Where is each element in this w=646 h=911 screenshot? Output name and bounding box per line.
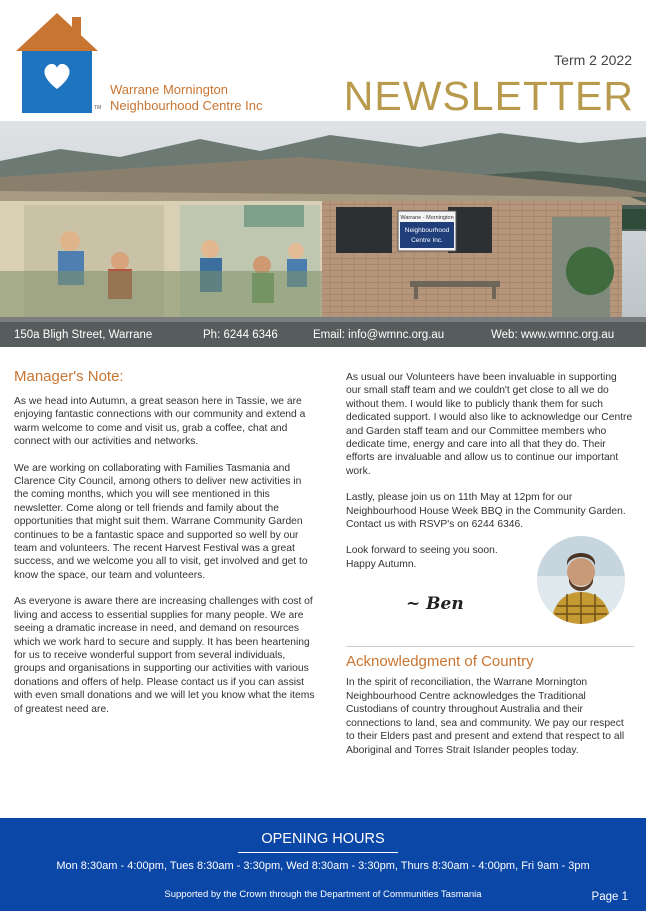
- section-divider: [346, 646, 634, 647]
- building-sign-line3: Centre Inc.: [411, 237, 443, 244]
- newsletter-header: [0, 0, 646, 121]
- org-name-line2: Neighbourhood Centre Inc: [110, 98, 263, 113]
- phone-text: Ph: 6244 6346: [203, 328, 278, 341]
- website-link[interactable]: Web: www.wmnc.org.au: [491, 328, 615, 341]
- org-name-line1: Warrane Mornington: [110, 82, 229, 97]
- building-sign-line1: Warrane - Mornington: [400, 215, 454, 221]
- signoff-line1: Look forward to seeing you soon.: [346, 545, 498, 557]
- org-name: [110, 82, 263, 114]
- managers-note-paragraph-1: As we head into Autumn, a great season here in Tassie, we are enjoying fantastic connections with our community and extend a warm welcome to come and visit us, grab a coffee, chat and connect with our activities and networks.: [14, 396, 306, 448]
- signoff-block: [346, 544, 634, 632]
- page-number: Page 1: [591, 891, 628, 903]
- signature: ~ Ben: [406, 594, 464, 615]
- email-link[interactable]: Email: info@wmnc.org.au: [313, 328, 445, 341]
- building-sign-line2: Neighbourhood: [404, 227, 450, 234]
- acknowledgment-text: In the spirit of reconciliation, the Warrane Mornington Neighbourhood Centre acknowledges the Traditional Custodians of country throughout Australia and their connections to land, sea and community. We pay our respect to their Elders past and present and extend that respect to all Aboriginal and Torres Strait Islander peoples today.: [346, 677, 625, 756]
- centre-building-photo: [0, 121, 646, 347]
- footer-title-underline: [238, 852, 398, 853]
- managers-note-section: [14, 368, 316, 729]
- opening-hours-text: Mon 8:30am - 4:00pm, Tues 8:30am - 3:30pm, Wed 8:30am - 3:30pm, Thurs 8:30am - 4:00pm, Fri 9am - 3pm: [56, 860, 590, 872]
- signoff-line2: Happy Autumn.: [346, 558, 417, 570]
- manager-avatar: [537, 536, 625, 624]
- opening-hours-title: OPENING HOURS: [261, 831, 385, 847]
- managers-note-paragraph-2: We are working on collaborating with Families Tasmania and Clarence City Council, among others to deliver new activities in the coming months, which you will see mentioned in this newsletter. Come along or tell friends and family about the opportunities that might suit them. Warrane Community Garden continues to be a fantastic space and supported so well by our team and volunteers. The recent Harvest Festival was a great success, and we welcome you all to visit, get involved and get to know the space, our team and volunteers.: [14, 462, 308, 581]
- house-heart-icon: [14, 11, 100, 115]
- funding-acknowledgment: Supported by the Crown through the Department of Communities Tasmania: [164, 889, 482, 900]
- managers-note-heading: Manager's Note:: [14, 368, 124, 385]
- logo-trademark: TM: [94, 105, 102, 111]
- volunteers-paragraph: As usual our Volunteers have been invaluable in supporting our small staff team and we couldn't get close to all we do without them. I would like to publicly thank them for such dedicated support. I would also like to acknowledge our Centre and Garden staff team and our Committee members who dedicate time, energy and care into all that they do. Their efforts are invaluable and allow us to continue our important work.: [346, 372, 633, 477]
- address-text: 150a Bligh Street, Warrane: [14, 328, 153, 341]
- bbq-paragraph: Lastly, please join us on 11th May at 12pm for our Neighbourhood House Week BBQ in the Community Garden. Contact us with RSVP's on 6244 6346.: [346, 492, 626, 531]
- acknowledgment-heading: Acknowledgment of Country: [346, 653, 534, 671]
- managers-note-paragraph-3: As everyone is aware there are increasing challenges with cost of living and access to essential supplies for many people. We are seeing a dramatic increase in need, and demand on resources which we work hard to secure and supply. It has been heartening for us to receive wonderful support from several individuals, groups and organisations in supporting our activities with various donations and offers of help. Please contact us if you can assist with even small donations and we will let you know what the items of greatest need are.: [14, 596, 315, 715]
- right-column: [346, 371, 634, 770]
- newsletter-title: NEWSLETTER: [343, 73, 634, 119]
- contact-bar: [0, 322, 646, 347]
- term-label: Term 2 2022: [554, 52, 632, 68]
- opening-hours-footer: [0, 818, 646, 911]
